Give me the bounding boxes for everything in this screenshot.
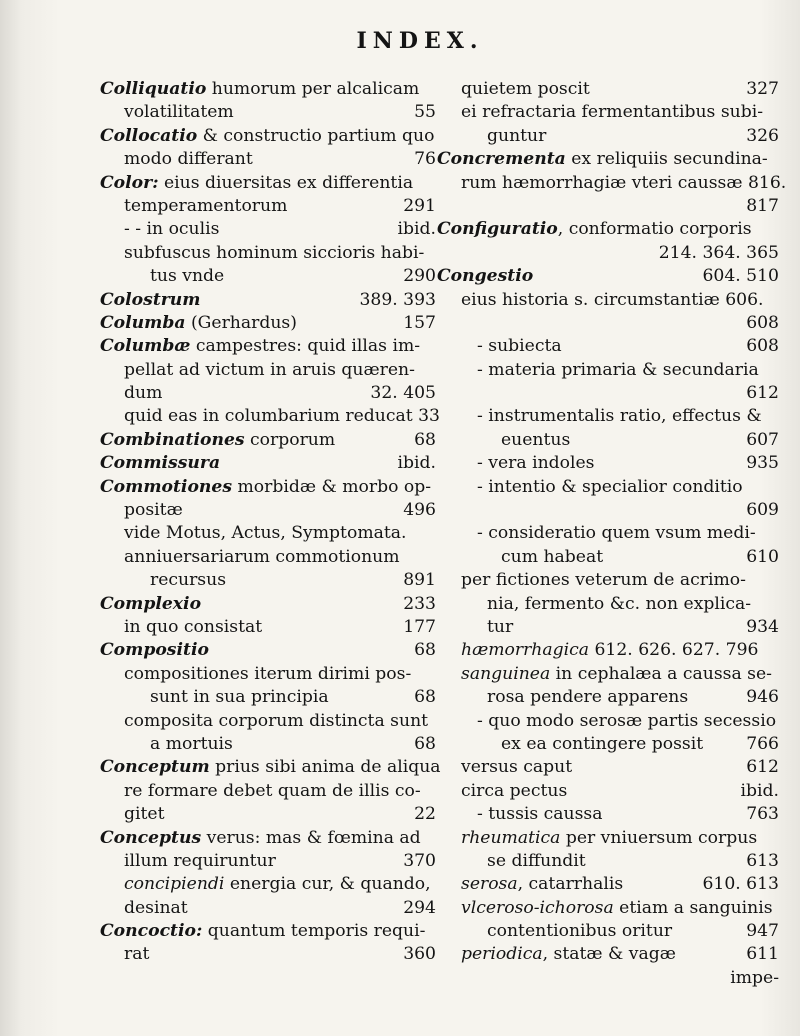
entry-text: Conceptus verus: mas & fœmina ad: [100, 827, 421, 848]
page-reference: 68: [414, 687, 436, 708]
entry-text: cum habeat: [501, 546, 604, 567]
index-entry: [100, 382, 436, 405]
entry-text: Concrementa ex reliquiis secundina-: [437, 149, 768, 170]
index-entry: [100, 593, 436, 616]
page-reference: 290: [403, 266, 436, 287]
index-entry: [437, 943, 779, 966]
page-reference: 610: [746, 546, 779, 567]
entry-text: desinat: [124, 897, 188, 918]
entry-text: Collocatio & constructio partium quo: [100, 125, 435, 146]
entry-text: subfuscus hominum siccioris habi-: [124, 242, 425, 263]
index-entry: [100, 499, 436, 522]
index-entry: [437, 756, 779, 779]
page-reference: ibid.: [740, 780, 779, 801]
index-entry: [437, 616, 779, 639]
index-entry: [100, 803, 436, 826]
page-reference: 612: [746, 383, 779, 404]
index-entry: [437, 195, 779, 218]
page-reference: 935: [746, 453, 779, 474]
page-reference: 891: [403, 570, 436, 591]
entry-text: recursus: [150, 570, 227, 591]
index-entry: [437, 78, 779, 101]
index-entry: [437, 242, 779, 265]
index-entry: [100, 943, 436, 966]
page-reference: 612: [746, 757, 779, 778]
index-entry: [437, 499, 779, 522]
page-reference: 360: [403, 944, 436, 965]
entry-text: Complexio: [100, 593, 202, 614]
page-reference: 233: [403, 593, 436, 614]
index-entry: [100, 616, 436, 639]
index-entry: [437, 522, 779, 545]
entry-text: serosa, catarrhalis: [461, 874, 624, 895]
page-reference: ibid.: [397, 453, 436, 474]
entry-text: Compositio: [100, 640, 209, 661]
index-entry: [437, 639, 779, 662]
page-reference: 611: [746, 944, 779, 965]
index-entry: [100, 405, 440, 428]
page-reference: ibid.: [397, 219, 436, 240]
page-reference: 766: [746, 733, 779, 754]
index-entry: [437, 733, 779, 756]
entry-text: composita corporum distincta sunt: [124, 710, 429, 731]
index-entry: [437, 405, 779, 428]
index-entry: [437, 452, 779, 475]
entry-text: - intentio & specialior conditio: [477, 476, 743, 497]
index-entry: [100, 218, 436, 241]
entry-text: tus vnde: [150, 266, 225, 287]
entry-text: Combinationes corporum: [100, 429, 336, 450]
page-reference: 327: [746, 79, 779, 99]
index-entry: [100, 242, 436, 265]
index-entry: [100, 897, 436, 920]
index-entry: [100, 312, 436, 335]
index-entry: [437, 663, 779, 686]
index-entry: [100, 850, 436, 873]
entry-text: re formare debet quam de illis co-: [124, 780, 421, 801]
index-entry: [100, 359, 436, 382]
index-entry: [100, 710, 436, 733]
entry-text: anniuersariarum commotionum: [124, 546, 400, 567]
entry-text: Color: eius diuersitas ex differentia: [100, 172, 414, 193]
index-entry: [437, 382, 779, 405]
index-entry: [100, 429, 436, 452]
entry-text: Congestio: [437, 266, 534, 287]
index-entry: [100, 639, 436, 662]
entry-text: Colliquatio humorum per alcalicam: [100, 79, 420, 99]
index-entry: [100, 663, 436, 686]
entry-text: - - in oculis: [124, 219, 220, 240]
entry-text: pellat ad victum in aruis quæren-: [124, 359, 415, 380]
entry-text: rheumatica per vniuersum corpus: [461, 827, 758, 848]
entry-text: positæ: [124, 500, 183, 521]
index-entry: [100, 335, 436, 358]
entry-text: Concoctio: quantum temporis requi-: [100, 921, 426, 942]
page-reference: 934: [746, 616, 779, 637]
entry-text: temperamentorum: [124, 195, 288, 216]
index-entry: [100, 546, 436, 569]
index-entry: [437, 312, 779, 335]
index-column-right: [437, 78, 787, 1008]
index-entry: [100, 172, 436, 195]
entry-text: rosa pendere apparens: [487, 687, 689, 708]
entry-text: Conceptum prius sibi anima de aliqua: [100, 757, 441, 778]
index-entry: [437, 850, 779, 873]
index-entry: [100, 125, 436, 148]
entry-text: volatilitatem: [124, 102, 234, 123]
index-entry: [437, 289, 779, 312]
index-entry: [100, 195, 436, 218]
page-reference: 157: [403, 312, 436, 333]
page-reference: 22: [414, 804, 436, 825]
entry-text: Commissura: [100, 453, 221, 474]
index-entry: [100, 101, 436, 124]
entry-text: hæmorrhagica 612. 626. 627. 796: [461, 640, 759, 661]
index-entry: [437, 827, 779, 850]
page-reference: 177: [403, 616, 436, 637]
page-reference: 947: [746, 921, 779, 942]
index-entry: [437, 873, 779, 896]
page-reference: 608: [746, 336, 779, 357]
page-reference: 610. 613: [702, 874, 779, 895]
entry-text: dum: [124, 383, 163, 404]
entry-text: - vera indoles: [477, 453, 595, 474]
index-entry: [437, 780, 779, 803]
entry-text: ex ea contingere possit: [501, 733, 704, 754]
entry-text: circa pectus: [461, 780, 568, 801]
index-entry: [437, 125, 779, 148]
page-reference: 326: [746, 125, 779, 146]
index-entry: [100, 873, 436, 896]
page-reference: 496: [403, 500, 436, 521]
page-reference: 68: [414, 733, 436, 754]
entry-text: a mortuis: [150, 733, 233, 754]
index-entry: [100, 289, 436, 312]
page-reference: 946: [746, 687, 779, 708]
index-entry: [100, 569, 436, 592]
entry-text: se diffundit: [487, 850, 586, 871]
entry-text: guntur: [487, 125, 547, 146]
entry-text: eius historia s. circumstantiæ 606.: [461, 289, 764, 310]
page-reference: impe-: [730, 967, 779, 988]
entry-text: per fictiones veterum de acrimo-: [461, 570, 746, 591]
index-entry: [100, 148, 436, 171]
entry-text: sunt in sua principia: [150, 687, 329, 708]
page-reference: 613: [746, 850, 779, 871]
entry-text: vide Motus, Actus, Symptomata.: [124, 523, 407, 544]
entry-text: Columbæ campestres: quid illas im-: [100, 336, 421, 357]
entry-text: tur: [487, 616, 514, 637]
entry-text: ei refractaria fermentantibus subi-: [461, 102, 764, 123]
page-reference: 32. 405: [370, 383, 436, 404]
index-entry: [437, 593, 779, 616]
page-reference: 214. 364. 365: [658, 242, 779, 263]
page-reference: 604. 510: [702, 266, 779, 287]
index-entry: [100, 452, 436, 475]
entry-text: - instrumentalis ratio, effectus &: [477, 406, 762, 427]
page-reference: 608: [746, 312, 779, 333]
index-entry: [437, 710, 779, 733]
entry-text: sanguinea in cephalæa a caussa se-: [461, 663, 772, 684]
page-reference: 389. 393: [359, 289, 436, 310]
entry-text: vlceroso-ichorosa etiam a sanguinis: [461, 897, 773, 918]
entry-text: contentionibus oritur: [487, 921, 673, 942]
page-reference: 817: [746, 195, 779, 216]
entry-text: - materia primaria & secundaria: [477, 359, 759, 380]
index-entry: [437, 148, 779, 171]
entry-text: in quo consistat: [124, 616, 263, 637]
index-entry: [100, 686, 436, 709]
entry-text: Configuratio, conformatio corporis: [437, 219, 752, 240]
index-entry: [437, 172, 787, 195]
entry-text: quid eas in columbarium reducat 33: [124, 406, 440, 427]
entry-text: gitet: [124, 804, 165, 825]
index-entry: [437, 359, 779, 382]
entry-text: rum hæmorrhagiæ vteri caussæ 816.: [461, 172, 787, 193]
page-reference: 68: [414, 429, 436, 450]
index-entry: [100, 780, 436, 803]
index-entry: [437, 897, 779, 920]
index-entry: [437, 967, 779, 990]
entry-text: - consideratio quem vsum medi-: [477, 523, 756, 544]
entry-text: - quo modo serosæ partis secessio: [477, 710, 777, 731]
page-reference: 607: [746, 429, 779, 450]
index-entry: [437, 101, 779, 124]
entry-text: Columba (Gerhardus): [100, 312, 297, 333]
index-entry: [437, 686, 779, 709]
index-entry: [100, 733, 436, 756]
index-entry: [100, 920, 436, 943]
entry-text: Colostrum: [100, 289, 201, 310]
entry-text: versus caput: [461, 757, 573, 778]
index-entry: [437, 218, 779, 241]
entry-text: quietem poscit: [461, 79, 590, 99]
entry-text: - tussis caussa: [477, 804, 603, 825]
index-entry: [437, 335, 779, 358]
index-entry: [100, 78, 436, 101]
index-entry: [437, 920, 779, 943]
index-entry: [437, 265, 779, 288]
entry-text: Commotiones morbidæ & morbo op-: [100, 476, 432, 497]
index-column-left: [100, 78, 441, 1008]
page-reference: 370: [403, 850, 436, 871]
page-reference: 291: [403, 195, 436, 216]
entry-text: concipiendi energia cur, & quando,: [124, 874, 431, 895]
entry-text: modo differant: [124, 149, 253, 170]
index-entry: [100, 265, 436, 288]
page-reference: 763: [746, 804, 779, 825]
index-entry: [437, 803, 779, 826]
page-header: INDEX.: [356, 28, 484, 54]
entry-text: euentus: [501, 429, 571, 450]
index-entry: [100, 827, 436, 850]
index-entry: [437, 569, 779, 592]
page-reference: 55: [414, 102, 436, 123]
page-reference: 76: [414, 149, 436, 170]
page-reference: 609: [746, 500, 779, 521]
entry-text: rat: [124, 944, 150, 965]
index-entry: [437, 476, 779, 499]
index-entry: [100, 756, 441, 779]
page-reference: 294: [403, 897, 436, 918]
index-entry: [100, 476, 436, 499]
entry-text: compositiones iterum dirimi pos-: [124, 663, 412, 684]
index-entry: [437, 546, 779, 569]
entry-text: - subiecta: [477, 336, 562, 357]
entry-text: periodica, statæ & vagæ: [461, 944, 676, 965]
index-entry: [437, 429, 779, 452]
page-reference: 68: [414, 640, 436, 661]
entry-text: nia, fermento &c. non explica-: [487, 593, 752, 614]
entry-text: illum requiruntur: [124, 850, 276, 871]
index-entry: [100, 522, 436, 545]
